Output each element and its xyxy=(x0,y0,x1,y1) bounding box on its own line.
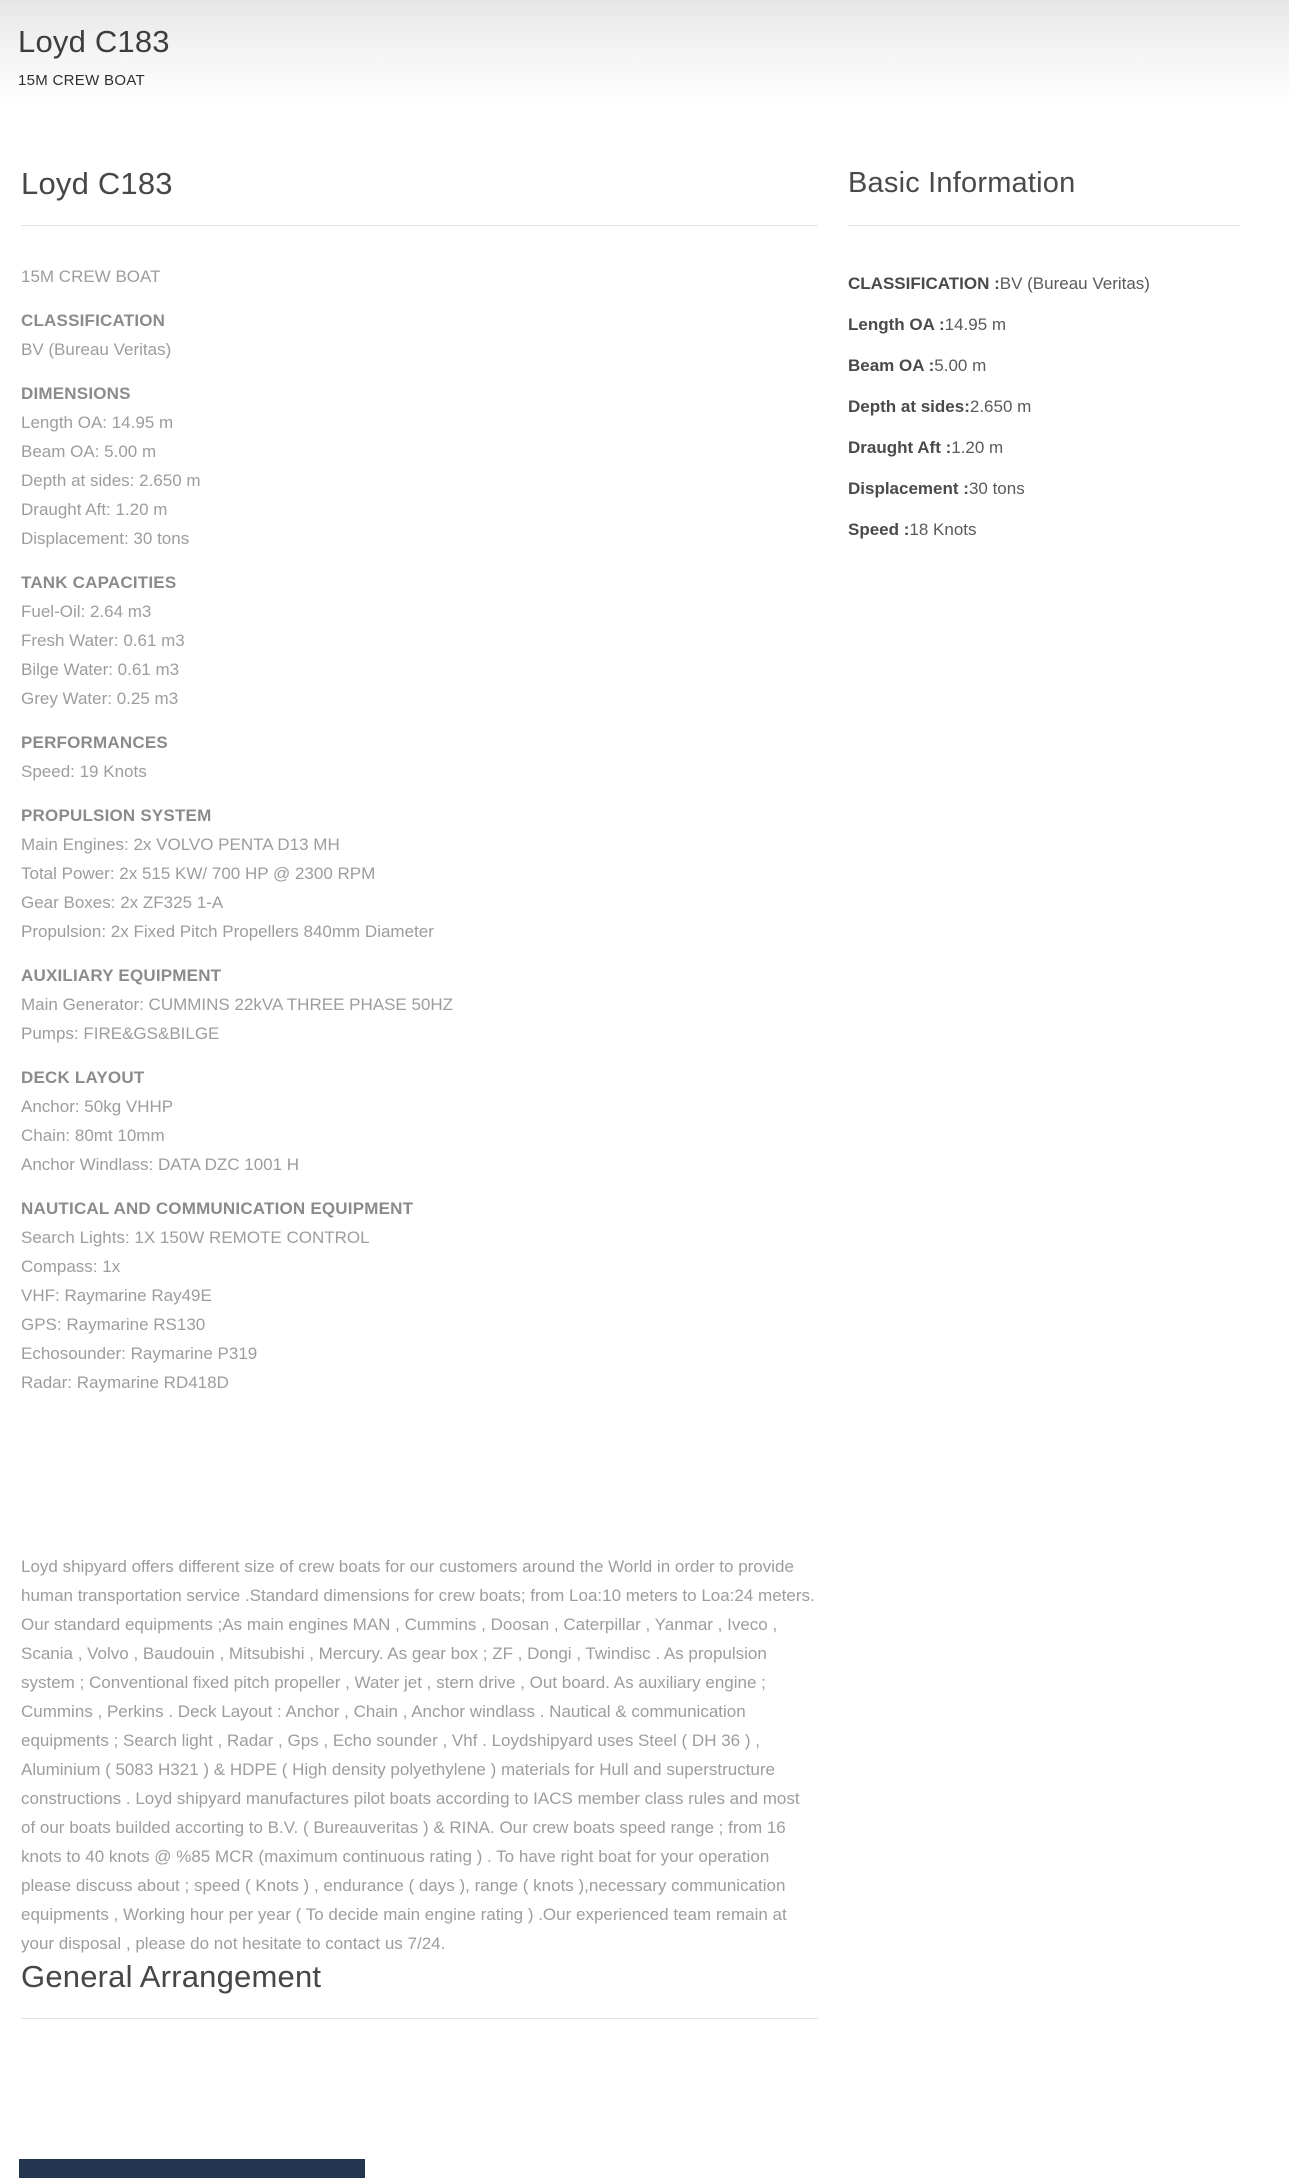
spec-line: Total Power: 2x 515 KW/ 700 HP @ 2300 RPM xyxy=(21,864,376,883)
page-header xyxy=(0,0,1289,112)
spec-line: Search Lights: 1X 150W REMOTE CONTROL xyxy=(21,1228,370,1247)
spec-line: Main Generator: CUMMINS 22kVA THREE PHASE 50HZ xyxy=(21,995,454,1014)
spec-line: Propulsion: 2x Fixed Pitch Propellers 840mm Diameter xyxy=(21,922,434,941)
spec-section-classification xyxy=(21,306,818,364)
info-row xyxy=(848,314,1240,335)
spec-heading: DIMENSIONS xyxy=(21,384,131,403)
spec-line: Compass: 1x xyxy=(21,1257,121,1276)
info-row xyxy=(848,478,1240,499)
basic-information-title: Basic Information xyxy=(848,167,1076,199)
spec-line: Depth at sides: 2.650 m xyxy=(21,471,201,490)
info-value: BV (Bureau Veritas) xyxy=(999,274,1150,293)
divider xyxy=(848,225,1240,226)
info-row xyxy=(848,519,1240,540)
info-value: 14.95 m xyxy=(944,315,1007,334)
spec-line: Gear Boxes: 2x ZF325 1-A xyxy=(21,893,224,912)
info-value: 30 tons xyxy=(968,479,1025,498)
spec-heading: PERFORMANCES xyxy=(21,733,168,752)
info-label: CLASSIFICATION : xyxy=(848,274,1000,293)
general-arrangement-image-top xyxy=(19,2159,365,2178)
info-label: Beam OA : xyxy=(848,356,935,375)
spec-heading: CLASSIFICATION xyxy=(21,311,166,330)
spec-line: Chain: 80mt 10mm xyxy=(21,1126,165,1145)
spec-line: Pumps: FIRE&GS&BILGE xyxy=(21,1024,220,1043)
basic-information-rows xyxy=(848,273,1240,540)
spec-section-nautical-communication xyxy=(21,1194,818,1397)
spec-heading: NAUTICAL AND COMMUNICATION EQUIPMENT xyxy=(21,1199,414,1218)
spec-heading: DECK LAYOUT xyxy=(21,1068,145,1087)
spec-line: Grey Water: 0.25 m3 xyxy=(21,689,179,708)
spec-line: Fresh Water: 0.61 m3 xyxy=(21,631,185,650)
divider xyxy=(21,2018,818,2019)
spec-line: VHF: Raymarine Ray49E xyxy=(21,1286,212,1305)
divider xyxy=(21,225,818,226)
spec-line: Beam OA: 5.00 m xyxy=(21,442,157,461)
spec-line: Length OA: 14.95 m xyxy=(21,413,174,432)
info-label: Depth at sides: xyxy=(848,397,970,416)
info-value: 2.650 m xyxy=(969,397,1032,416)
shipyard-description-paragraph: Loyd shipyard offers different size of crew boats for our customers around the World in order to provide human transportation service .Standard dimensions for crew boats; from Loa:10 meters to Loa:24 meters. Our standard equipments ;As main engines MAN , Cummins , Doosan , Caterpillar , Yanmar , Iveco , Scania , Volvo , Baudouin , Mitsubishi , Mercury. As gear box ; ZF , Dongi , Twindisc . As propulsion system ; Conventional fixed pitch propeller , Water jet , stern drive , Out board. As auxiliary engine ; Cummins , Perkins . Deck Layout : Anchor , Chain , Anchor windlass . Nautical & communication equipments ; Search light , Radar , Gps , Echo sounder , Vhf . Loydshipyard uses Steel ( DH 36 ) , Aluminium ( 5083 H321 ) & HDPE ( High density polyethylene ) materials for Hull and superstructure constructions . Loyd shipyard manufactures pilot boats according to IACS member class rules and most of our boats builded accorting to B.V. ( Bureauveritas ) & RINA. Our crew boats speed range ; from 16 knots to 40 knots @ %85 MCR (maximum continuous rating ) . To have right boat for your operation please discuss about ; speed ( Knots ) , endurance ( days ), range ( knots ),necessary communication equipments , Working hour per year ( To decide main engine rating ) .Our experienced team remain at your disposal , please do not hesitate to contact us 7/24. xyxy=(21,1557,815,1953)
spec-line: Draught Aft: 1.20 m xyxy=(21,500,168,519)
spec-section-propulsion-system xyxy=(21,801,818,946)
spec-line: Echosounder: Raymarine P319 xyxy=(21,1344,258,1363)
spec-heading: PROPULSION SYSTEM xyxy=(21,806,212,825)
spec-section-auxiliary-equipment xyxy=(21,961,818,1048)
spec-section-tank-capacities xyxy=(21,568,818,713)
info-row xyxy=(848,396,1240,417)
page-subtitle: 15M CREW BOAT xyxy=(18,72,145,89)
spec-line: Anchor: 50kg VHHP xyxy=(21,1097,174,1116)
spec-section-deck-layout xyxy=(21,1063,818,1179)
spec-line: Bilge Water: 0.61 m3 xyxy=(21,660,180,679)
product-subtitle: 15M CREW BOAT xyxy=(21,267,161,286)
page-title: Loyd C183 xyxy=(18,24,170,59)
spec-section-performances xyxy=(21,728,818,786)
spec-line: Radar: Raymarine RD418D xyxy=(21,1373,229,1392)
spec-line: BV (Bureau Veritas) xyxy=(21,340,172,359)
info-row xyxy=(848,355,1240,376)
info-label: Draught Aft : xyxy=(848,438,952,457)
spec-line: Anchor Windlass: DATA DZC 1001 H xyxy=(21,1155,300,1174)
product-title: Loyd C183 xyxy=(21,166,173,201)
info-row xyxy=(848,273,1240,294)
spec-line: Speed: 19 Knots xyxy=(21,762,147,781)
spec-line: Main Engines: 2x VOLVO PENTA D13 MH xyxy=(21,835,340,854)
info-value: 5.00 m xyxy=(934,356,987,375)
spec-line: GPS: Raymarine RS130 xyxy=(21,1315,206,1334)
info-value: 18 Knots xyxy=(909,520,977,539)
spec-line: Displacement: 30 tons xyxy=(21,529,190,548)
spec-section-dimensions xyxy=(21,379,818,553)
info-label: Displacement : xyxy=(848,479,969,498)
info-row xyxy=(848,437,1240,458)
info-value: 1.20 m xyxy=(951,438,1004,457)
spec-line: Fuel-Oil: 2.64 m3 xyxy=(21,602,152,621)
spec-heading: AUXILIARY EQUIPMENT xyxy=(21,966,222,985)
basic-information-panel xyxy=(848,165,1240,560)
product-details-column xyxy=(21,165,818,2019)
info-label: Speed : xyxy=(848,520,910,539)
info-label: Length OA : xyxy=(848,315,945,334)
spec-heading: TANK CAPACITIES xyxy=(21,573,177,592)
general-arrangement-title: General Arrangement xyxy=(21,1959,322,1994)
